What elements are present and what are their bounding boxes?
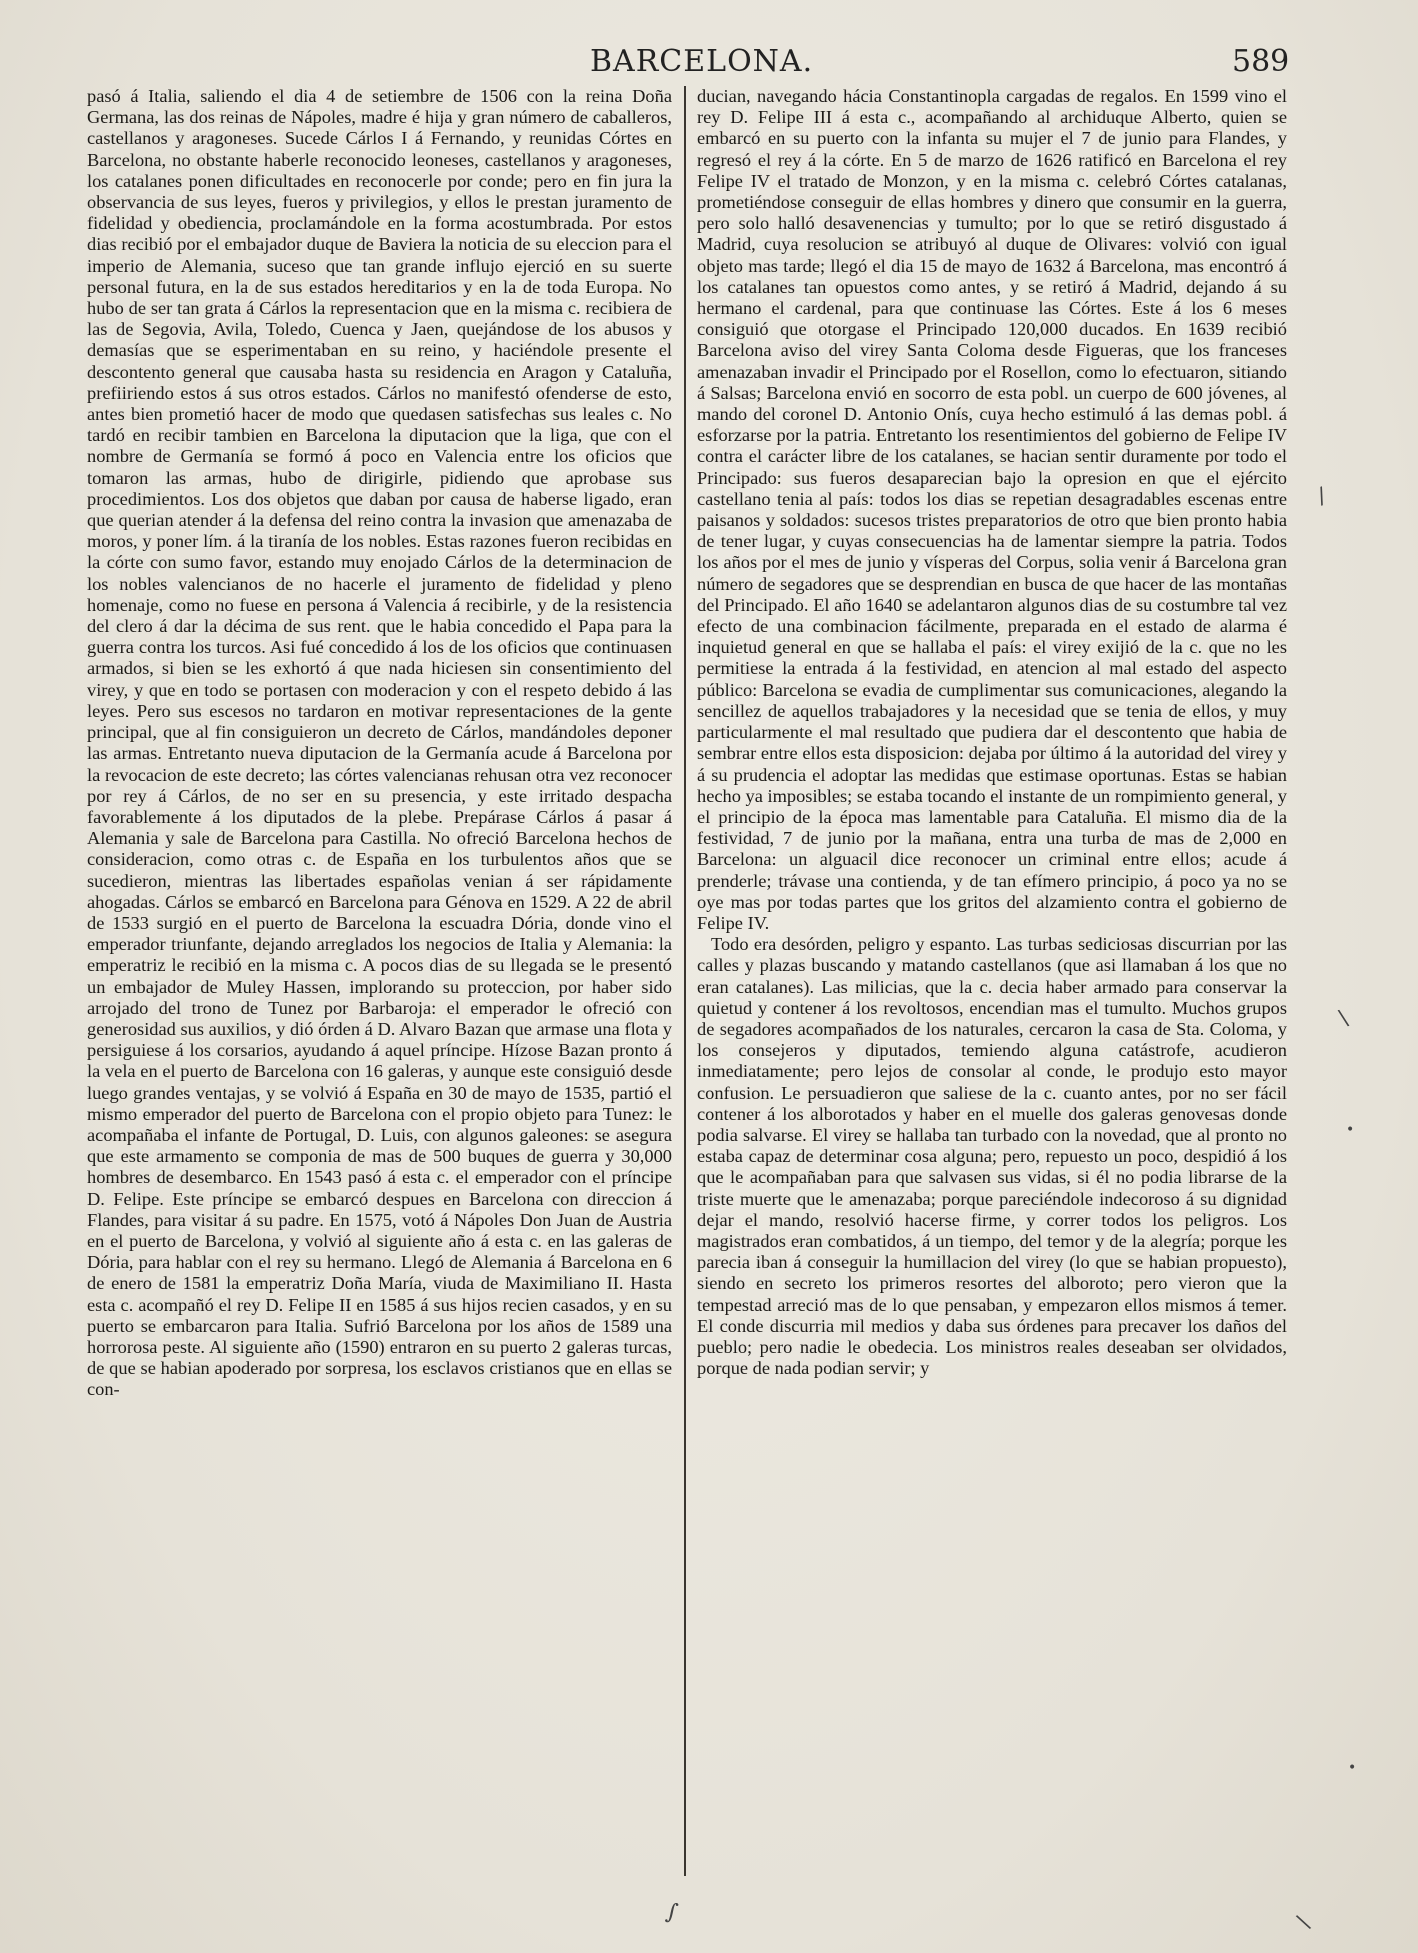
margin-mark: • (1346, 1122, 1355, 1138)
left-paragraph-1: pasó á Italia, saliendo el dia 4 de setiembre de 1506 con la reina Doña Germana, las dos reinas de Nápoles, madre é hija y gran número de caballeros, castellanos y aragoneses. Sucede Cárlos I á Fernando, y reunidas Córtes en Barcelona, no obstante haberle reconocido leoneses, castellanos y aragoneses, los catalanes ponen dificultades en reconocerle por conde; pero en fin jura la observancia de sus leyes, fueros y privilegios, y ellos le prestan juramento de fidelidad y obediencia, proclamándole en la forma acostumbrada. Por estos dias recibió por el embajador duque de Baviera la noticia de su eleccion para el imperio de Alemania, suceso que tan grande influjo ejerció en su suerte personal futura, en la de sus estados hereditarios y en la de toda Europa. No hubo de ser tan grata á Cárlos la representacion que en la misma c. recibiera de las de Segovia, Avila, Toledo, Cuenca y Jaen, quejándose de los abusos y demasías que se esperimentaban en su reino, y haciéndole presente el descontento general que causaba hasta su residencia en Aragon y Cataluña, prefiiriendo estos á sus otros estados. Cárlos no manifestó ofenderse de esto, antes bien prometió hacer de modo que quedasen satisfechas sus leales c. No tardó en recibir tambien en Barcelona la diputacion que la liga, que con el nombre de Germanía se formó á poco en Valencia entre los oficios que tomaron las armas, hubo de dirigirle, pidiendo que aprobase sus procedimientos. Los dos objetos que daban por causa de haberse ligado, eran que querian atender á la defensa del reino contra la invasion que amenazaba de moros, y poner lím. á la tiranía de los nobles. Estas razones fueron recibidas en la córte con sumo favor, estando muy enojado Cárlos de la determinacion de los nobles valencianos de no hacerle el juramento de fidelidad y pleno homenaje, como no fuese en persona á Valencia á recibirle, y de la resistencia del clero á dar la décima de sus rent. que le habia concedido el Papa para la guerra contra los turcos. Asi fué concedido á los de los oficios que continuasen armados, si bien se les exhortó á que nada hiciesen sin consentimiento del virey, y que en todo se portasen con moderacion y con el respeto debido á las leyes. Pero sus escesos no tardaron en motivar representaciones de la gente principal, que al fin consiguieron un decreto de Cárlos, mandándoles deponer las armas. Entretanto nueva diputacion de la Germanía acude á Barcelona por la revocacion de este decreto; las córtes valencianas rehusan otra vez reconocer por rey á Cárlos, de no ser en su presencia, y este irritado despacha favorablemente á los diputados de la plebe. Prepárase Cárlos á pasar á Alemania y sale de Barcelona para Castilla. No ofreció Barcelona hechos de consideracion, como otras c. de España en los turbulentos años que se sucedieron, mientras las libertades españolas venian á ser rápidamente ahogadas. Cárlos se embarcó en Barcelona para Génova en 1529. A 22 de abril de 1533 surgió en el puerto de Barcelona la escuadra Dória, donde vino el emperador triunfante, dejando arreglados los negocios de Italia y Alemania: la emperatriz le recibió en la misma c. A pocos dias de su llegada se le presentó un embajador de Muley Hassen, implorando su proteccion, por haber sido arrojado del trono de Tunez por Barbaroja: el emperador le ofreció con generosidad sus auxilios, y dió órden á D. Alvaro Bazan que armase una flota y persiguiese á los corsarios, ayudando á aquel príncipe. Hízose Bazan pronto á la vela en el puerto de Barcelona con 16 galeras, y aunque este consiguió desde luego grandes ventajas, y se volvió á España en 30 de mayo de 1535, partió el mismo emperador del puerto de Barcelona con el propio objeto para Tunez: le acompañaba el infante de Portugal, D. Luis, con algunos galeones: se asegura que este armamento se componia de mas de 500 buques de guerra y 30,000 hombres de desembarco. En 1543 pasó á esta c. el emperador con el príncipe D. Felipe. Este príncipe se embarcó despues en Barcelona con direccion á Flandes, para visitar á su padre. En 1575, votó á Nápoles Don Juan de Austria en el puerto de Barcelona, y volvió al siguiente año á esta c. en las galeras de Dória, para hablar con el rey su hermano. Llegó de Alemania á Barcelona en 6 de enero de 1581 la emperatriz Doña María, viuda de Maximiliano II. Hasta esta c. acompañó el rey D. Felipe II en 1585 á sus hijos recien casados, y en su puerto se embarcaron para Italia. Sufrió Barcelona por los años de 1589 una horrorosa peste. Al siguiente año (1590) entraron en su puerto 2 galeras turcas, de que se habian apoderado por sorpresa, los esclavos cristianos que en ellas se con- (87, 86, 672, 1400)
right-column (697, 86, 1287, 1876)
right-paragraph-1: ducian, navegando hácia Constantinopla cargadas de regalos. En 1599 vino el rey D. Felipe III á esta c., acompañando al archiduque Alberto, quien se embarcó en su puerto con la infanta su mujer el 7 de junio para Flandes, y regresó el rey á la córte. En 5 de marzo de 1626 ratificó en Barcelona el rey Felipe IV el tratado de Monzon, y en la misma c. celebró Córtes catalanas, prometiéndose conseguir de ellas hombres y dinero que consumir en la guerra, pero solo halló desavenencias y tumulto; por lo que se retiró disgustado á Madrid, cuya resolucion se atribuyó al duque de Olivares: volvió con igual objeto mas tarde; llegó el dia 15 de mayo de 1632 á Barcelona, mas encontró á los catalanes tan opuestos como antes, y se retiró á Madrid, dejando á su hermano el cardenal, para que continuase las Córtes. Este á los 6 meses consiguió que otorgase el Principado 120,000 ducados. En 1639 recibió Barcelona aviso del virey Santa Coloma desde Figueras, que los franceses amenazaban invadir el Principado por el Rosellon, como lo efectuaron, sitiando á Salsas; Barcelona envió en socorro de esta pobl. un cuerpo de 600 jóvenes, al mando del coronel D. Antonio Onís, cuya hecho estimuló á las demas pobl. á esforzarse por la patria. Entretanto los resentimientos del gobierno de Felipe IV contra el carácter libre de los catalanes, se hacian sentir duramente por todo el Principado: sus fueros desaparecian bajo la opresion en que el ejército castellano tenia al país: todos los dias se repetian desagradables escenas entre paisanos y soldados: sucesos tristes preparatorios de otro que bien pronto habia de tener lugar, y cuyas consecuencias ha de lamentar siempre la patria. Todos los años por el mes de junio y vísperas del Corpus, solia venir á Barcelona gran número de segadores que se desprendian en busca de que hacer de las montañas del Principado. El año 1640 se adelantaron algunos dias de su costumbre tal vez efecto de una combinacion fácilmente, preparada en el estado de alarma é inquietud general en que se hallaba el país: el virey exijió de la c. que no les permitiese la entrada á la festividad, en atencion al mal estado del aspecto público: Barcelona se evadia de cumplimentar sus comunicaciones, alegando la sencillez de aquellos trabajadores y la necesidad que se tenia de ellos, y muy particularmente el mal resultado que pudiera dar el descontento que habia de sembrar entre ellos esta disposicion: dejaba por último á la autoridad del virey y á su prudencia el adoptar las medidas que estimase oportunas. Estas se habian hecho ya imposibles; se estaba tocando el instante de un rompimiento general, y el principio de la época mas lamentable para Cataluña. El mismo dia de la festividad, 7 de junio por la mañana, entra una turba de mas de 2,000 en Barcelona: un alguacil dice reconocer un criminal entre ellos; acude á prenderle; trávase una contienda, y de tan efímero principio, á poco ya no se oye mas por todas partes que los gritos del alzamiento contra el gobierno de Felipe IV. (697, 86, 1287, 933)
margin-mark: ∫ (663, 1899, 680, 1926)
right-paragraph-2: Todo era desórden, peligro y espanto. Las turbas sediciosas discurrian por las calles y plazas buscando y matando castellanos (que asi llamaban á los que no eran catalanes). Las milicias, que la c. decia haber armado para conservar la quietud y contener á los revoltosos, encendian mas el tumulto. Muchos grupos de segadores acompañados de los naturales, cercaron la casa de Sta. Coloma, y los consejeros y diputados, temiendo alguna catástrofe, acudieron inmediatamente; pero lejos de consolar al conde, le produjo esto mayor confusion. Le persuadieron que saliese de la c. cuanto antes, por no ser fácil contener á los alborotados y haber en el muelle dos galeras genovesas donde podia salvarse. El virey se hallaba tan turbado con la novedad, que al pronto no estaba capaz de determinar cosa alguna; pero, repuesto un poco, despidió á los que le acompañaban para que salvasen sus vidas, si él no podia librarse de la triste muerte que le amenazaba; porque pareciéndole indecoroso á su dignidad dejar el mando, resolvió hacerse firme, y correr todos los peligros. Los magistrados eran combatidos, á un tiempo, del temor y de la alegría; porque les parecia iban á conseguir la humillacion del virey (lo que se habian propuesto), siendo en secreto los primeros resortes del alboroto; pero vieron que la tempestad arreció mas de lo que pensaban, y empezaron ellos mismos á temer. El conde discurria mil medios y daba sus órdenes para precaver los daños del pueblo; pero nadie le obedecia. Los ministros reales deseaban ser olvidados, porque de nada podian servir; y (697, 934, 1287, 1379)
page-number: 589 (1232, 44, 1290, 79)
column-divider (684, 86, 686, 1876)
running-head: BARCELONA. (590, 44, 814, 79)
margin-mark: \ (1294, 1909, 1314, 1936)
margin-mark: \ (1336, 1005, 1351, 1032)
margin-mark: / (1313, 483, 1330, 510)
margin-mark: • (1348, 1760, 1357, 1776)
left-column (87, 86, 672, 1876)
